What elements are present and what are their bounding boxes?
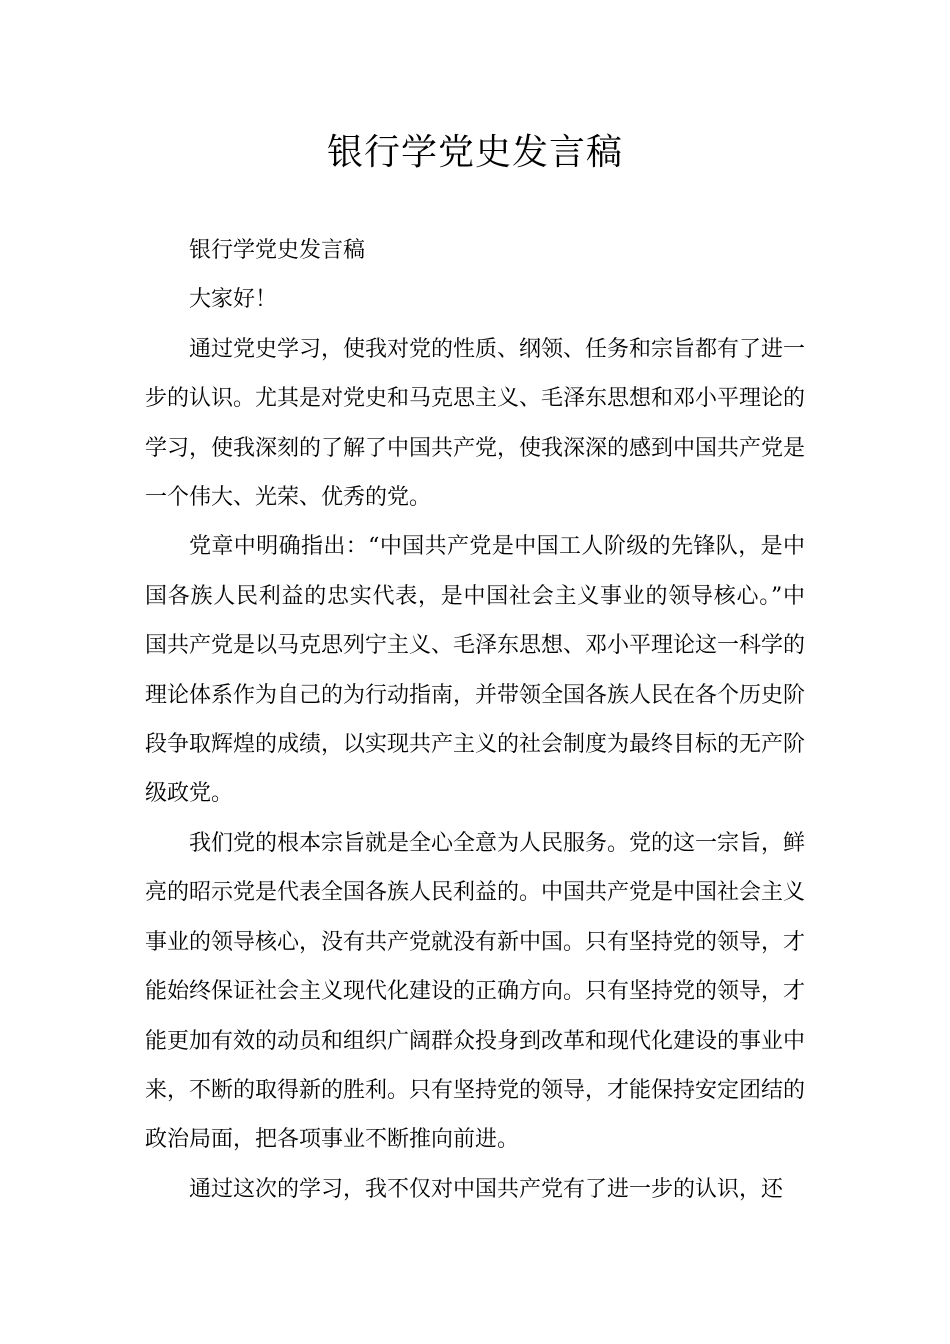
paragraph-1: 通过党史学习，使我对党的性质、纲领、任务和宗旨都有了进一步的认识。尤其是对党史和马克思主义、毛泽东思想和邓小平理论的学习，使我深刻的了解了中国共产党，使我深深的感到中国共产党是一个伟大、光荣、优秀的党。 — [145, 336, 806, 511]
paragraph-4: 通过这次的学习，我不仅对中国共产党有了进一步的认识，还 — [189, 1176, 784, 1202]
paragraph-2: 党章中明确指出：“中国共产党是中国工人阶级的先锋队，是中国各族人民利益的忠实代表，是中国社会主义事业的领导核心。”中国共产党是以马克思列宁主义、毛泽东思想、邓小平理论这一科学的理论体系作为自己的为行动指南，并带领全国各族人民在各个历史阶段争取辉煌的成绩，以实现共产主义的社会制度为最终目标的无产阶级政党。 — [145, 534, 806, 807]
paragraph-3: 我们党的根本宗旨就是全心全意为人民服务。党的这一宗旨，鲜亮的昭示党是代表全国各族人民利益的。中国共产党是中国社会主义事业的领导核心，没有共产党就没有新中国。只有坚持党的领导，才能始终保证社会主义现代化建设的正确方向。只有坚持党的领导，才能更加有效的动员和组织广阔群众投身到改革和现代化建设的事业中来，不断的取得新的胜利。只有坚持党的领导，才能保持安定团结的政治局面，把各项事业不断推向前进。 — [145, 830, 806, 1153]
paragraph-subtitle: 银行学党史发言稿 — [189, 238, 366, 263]
document-title: 银行学党史发言稿 — [326, 132, 623, 173]
paragraph-greeting: 大家好！ — [189, 287, 278, 313]
document-body — [145, 226, 805, 1214]
